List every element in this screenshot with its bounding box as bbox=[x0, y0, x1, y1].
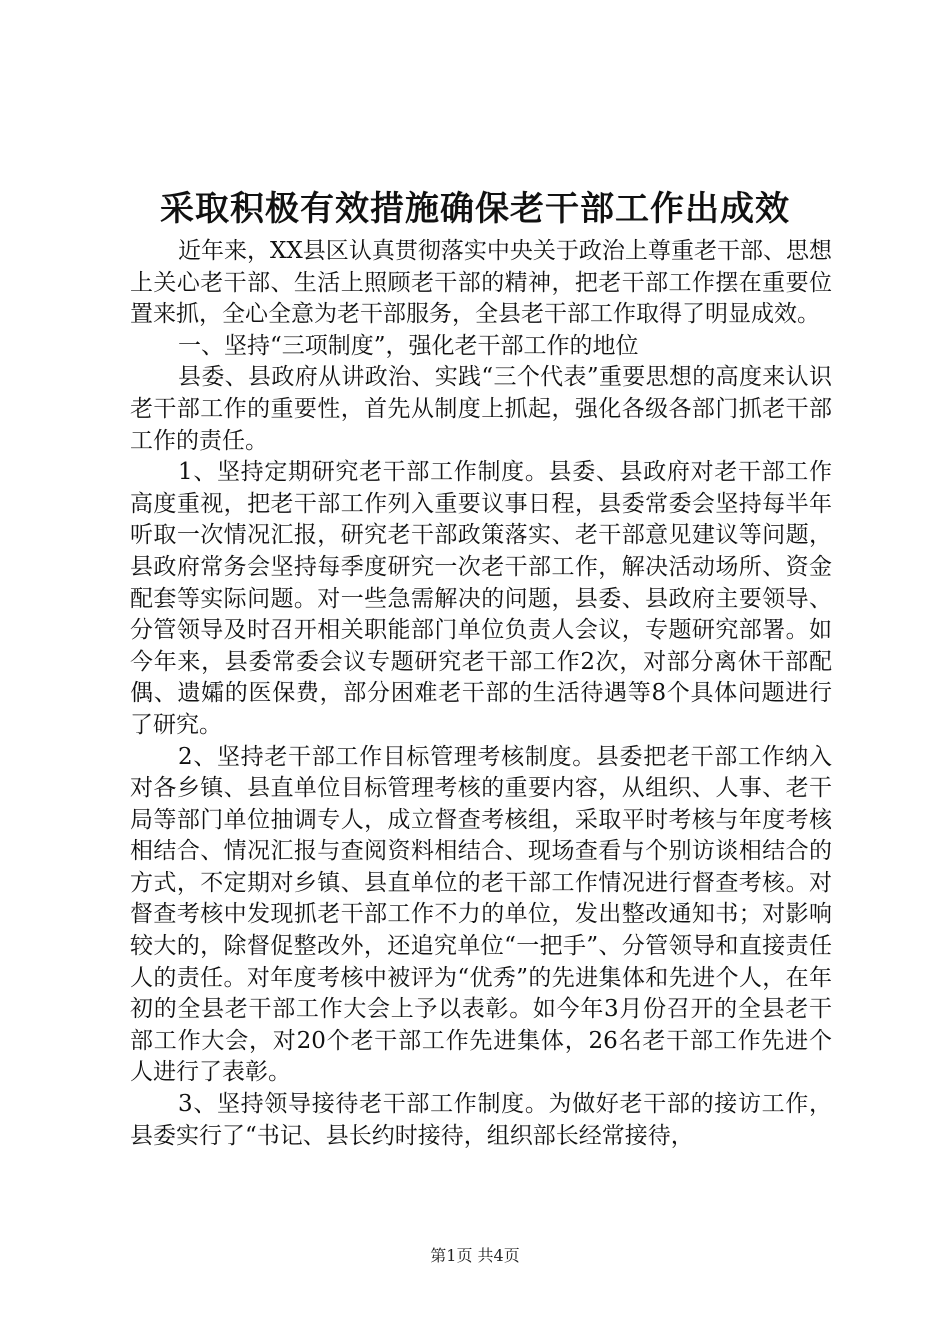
paragraph-item-2: 2、坚持老干部工作目标管理考核制度。县委把老干部工作纳入对各乡镇、县直单位目标管理考核的重要内容，从组织、人事、老干局等部门单位抽调专人，成立督查考核组，采取平时考核与年度考核相结合、情况汇报与查阅资料相结合、现场查看与个别访谈相结合的方式，不定期对乡镇、县直单位的老干部工作情况进行督查考核。对督查考核中发现抓老干部工作不力的单位，发出整改通知书；对影响较大的，除督促整改外，还追究单位“一把手”、分管领导和直接责任人的责任。对年度考核中被评为“优秀”的先进集体和先进个人，在年初的全县老干部工作大会上予以表彰。如今年3月份召开的全县老干部工作大会，对20个老干部工作先进集体，26名老干部工作先进个人进行了表彰。 bbox=[130, 743, 832, 1086]
document-title: 采取积极有效措施确保老干部工作出成效 bbox=[160, 189, 790, 229]
section-heading-1: 一、坚持“三项制度”，强化老干部工作的地位 bbox=[178, 332, 639, 359]
paragraph-section-1-intro: 县委、县政府从讲政治、实践“三个代表”重要思想的高度来认识老干部工作的重要性，首先从制度上抓起，强化各级各部门抓老干部工作的责任。 bbox=[130, 364, 832, 454]
paragraph-item-1: 1、坚持定期研究老干部工作制度。县委、县政府对老干部工作高度重视，把老干部工作列入重要议事日程，县委常委会坚持每半年听取一次情况汇报，研究老干部政策落实、老干部意见建议等问题，县政府常务会坚持每季度研究一次老干部工作，解决活动场所、资金配套等实际问题。对一些急需解决的问题，县委、县政府主要领导、分管领导及时召开相关职能部门单位负责人会议，专题研究部署。如今年来，县委常委会议专题研究老干部工作2次，对部分离休干部配偶、遗孀的医保费，部分困难老干部的生活待遇等8个具体问题进行了研究。 bbox=[130, 459, 832, 738]
document-body bbox=[130, 236, 832, 1152]
paragraph-intro: 近年来，XX县区认真贯彻落实中央关于政治上尊重老干部、思想上关心老干部、生活上照顾老干部的精神，把老干部工作摆在重要位置来抓，全心全意为老干部服务，全县老干部工作取得了明显成效。 bbox=[130, 238, 832, 328]
page-footer: 第1页 共4页 bbox=[430, 1246, 520, 1265]
paragraph-item-3: 3、坚持领导接待老干部工作制度。为做好老干部的接访工作，县委实行了“书记、县长约时接待，组织部长经常接待， bbox=[130, 1091, 832, 1149]
